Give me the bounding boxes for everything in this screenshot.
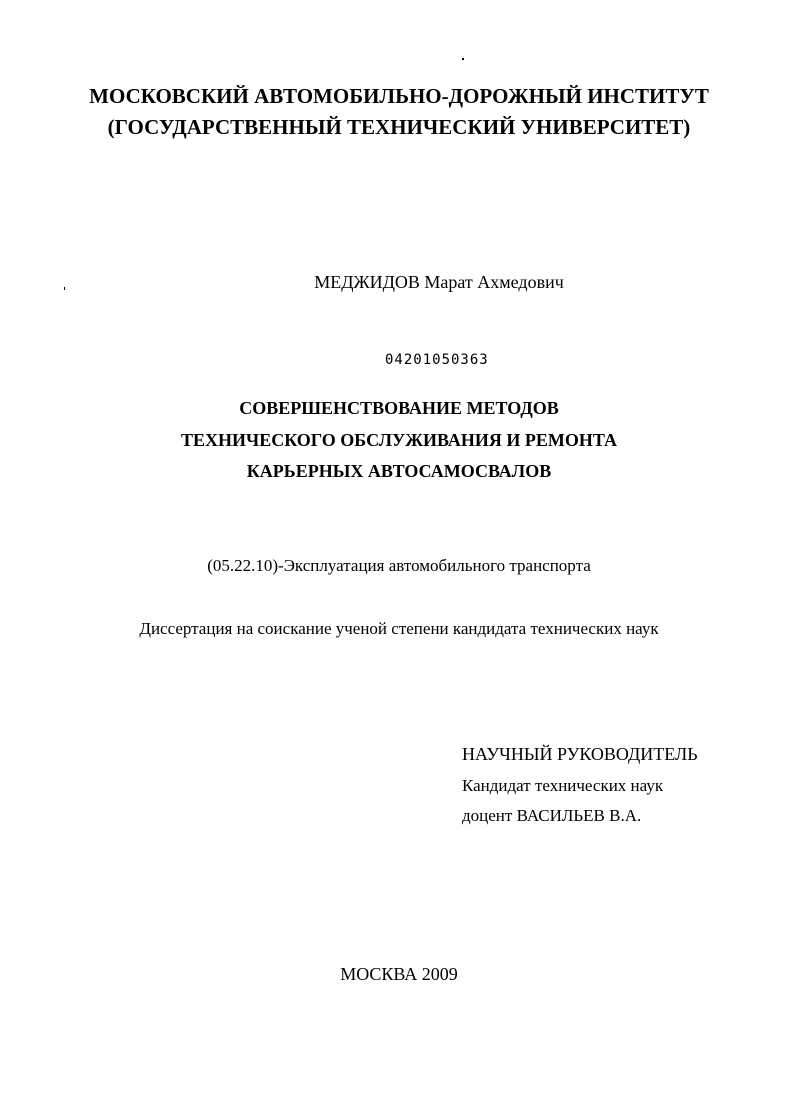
degree-statement: Диссертация на соискание ученой степени кандидата технических наук xyxy=(139,619,659,638)
institute-name-line-2: (ГОСУДАРСТВЕННЫЙ ТЕХНИЧЕСКИЙ УНИВЕРСИТЕТ) xyxy=(107,115,691,139)
dissertation-title-line-1: СОВЕРШЕНСТВОВАНИЕ МЕТОДОВ xyxy=(239,398,559,418)
specialty: (05.22.10)-Эксплуатация автомобильного транспорта xyxy=(207,556,591,575)
city-year: МОСКВА 2009 xyxy=(340,964,458,984)
supervisor-rank: Кандидат технических наук xyxy=(462,776,664,795)
author-name: МЕДЖИДОВ Марат Ахмедович xyxy=(314,272,564,292)
dissertation-title-line-3: КАРЬЕРНЫХ АВТОСАМОСВАЛОВ xyxy=(246,461,552,481)
institute-name-line-1: МОСКОВСКИЙ АВТОМОБИЛЬНО-ДОРОЖНЫЙ ИНСТИТУТ xyxy=(89,84,709,108)
supervisor-name: доцент ВАСИЛЬЕВ В.А. xyxy=(462,806,642,825)
dissertation-title-line-2: ТЕХНИЧЕСКОГО ОБСЛУЖИВАНИЯ И РЕМОНТА xyxy=(180,430,618,450)
registration-code: 04201050363 xyxy=(385,352,489,368)
supervisor-heading: НАУЧНЫЙ РУКОВОДИТЕЛЬ xyxy=(462,744,698,764)
scan-speck xyxy=(462,58,464,60)
